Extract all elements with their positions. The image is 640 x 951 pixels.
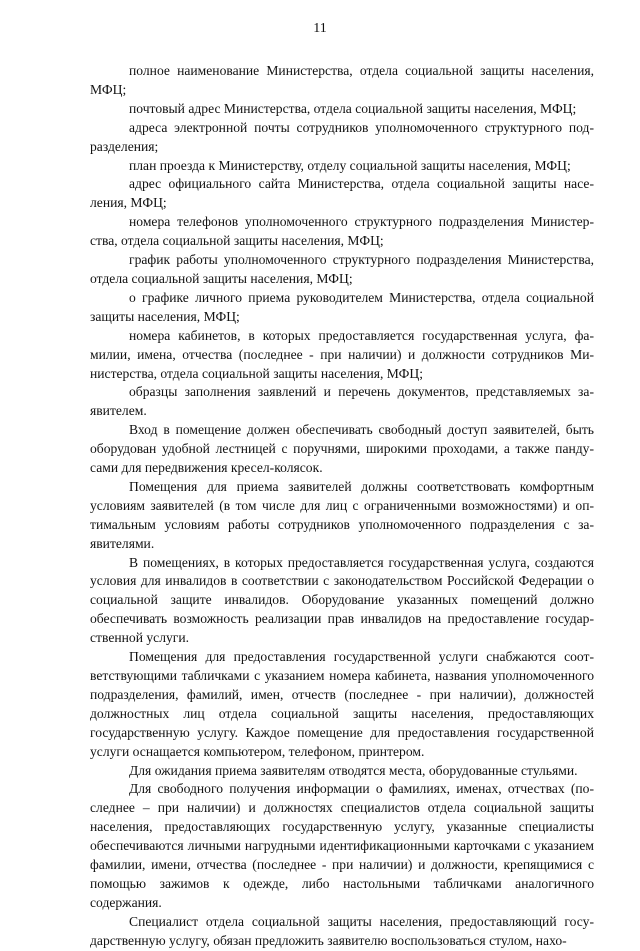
paragraph: Помещения для предоставления государственной услуги снабжаются соответствующими табличками с указанием номера кабинета, названия уполномоченного подразделения, фамилий, имен, отчеств (последнее - при наличии), должностей должностных лиц отдела социальной защиты населения, предоставляющих государственную услугу. Каждое помещение для предоставления государственной услуги оснащается компьютером, телефоном, принтером. [90, 649, 594, 759]
paragraph: Специалист отдела социальной защиты населения, предоставляющий государственную услугу, обязан предложить заявителю воспользоваться стулом, нахо- [90, 913, 594, 948]
paragraph: график работы уполномоченного структурного подразделения Министерства, отдела социальной защиты населения, МФЦ; [90, 252, 594, 286]
paragraph: о графике личного приема руководителем Министерства, отдела социальной защиты населения, МФЦ; [90, 289, 594, 324]
paragraph: почтовый адрес Министерства, отдела социальной защиты населения, МФЦ; [129, 100, 577, 116]
paragraph: Для ожидания приема заявителям отводятся места, оборудованные стульями. [129, 762, 578, 778]
document-body [90, 62, 594, 951]
page-number: 11 [313, 21, 327, 36]
paragraph: номера кабинетов, в которых предоставляется государственная услуга, фамилии, имена, отчества (последнее - при наличии) и должности сотрудников Министерства, отдела социальной защиты населения, МФЦ; [90, 327, 594, 381]
paragraph: полное наименование Министерства, отдела социальной защиты населения, МФЦ; [90, 63, 594, 97]
paragraph: Помещения для приема заявителей должны соответствовать комфортным условиям заявителей (в том числе для лиц с ограниченными возможностями) и оптимальным условиям работы сотрудников уполномоченного подразделения с заявителями. [90, 478, 594, 551]
paragraph: адреса электронной почты сотрудников уполномоченного структурного подразделения; [90, 119, 594, 154]
paragraph: В помещениях, в которых предоставляется государственная услуга, создаются условия для инвалидов в соответствии с законодательством Российской Федерации о социальной защите инвалидов. Оборудование указанных помещений должно обеспечивать возможность реализации прав инвалидов на предоставление государственной услуги. [90, 554, 594, 646]
paragraph: Вход в помещение должен обеспечивать свободный доступ заявителей, быть оборудован удобной лестницей с поручнями, широкими проходами, а также пандусами для передвижения кресел-колясок. [90, 422, 594, 476]
paragraph: адрес официального сайта Министерства, отдела социальной защиты населения, МФЦ; [90, 176, 594, 211]
paragraph: план проезда к Министерству, отделу социальной защиты населения, МФЦ; [129, 157, 571, 173]
paragraph: номера телефонов уполномоченного структурного подразделения Министерства, отдела социальной защиты населения, МФЦ; [90, 214, 594, 249]
paragraph: образцы заполнения заявлений и перечень документов, представляемых заявителем. [90, 384, 594, 419]
paragraph: Для свободного получения информации о фамилиях, именах, отчествах (последнее – при наличии) и должностях специалистов отдела социальной защиты населения, предоставляющих государственную услугу, указанные специалисты обеспечиваются личными нагрудными идентификационными карточками с указанием фамилии, имени, отчества (последнее - при наличии) и должности, крепящимися с помощью зажимов к одежде, либо настольными табличками аналогичного содержания. [90, 781, 594, 910]
